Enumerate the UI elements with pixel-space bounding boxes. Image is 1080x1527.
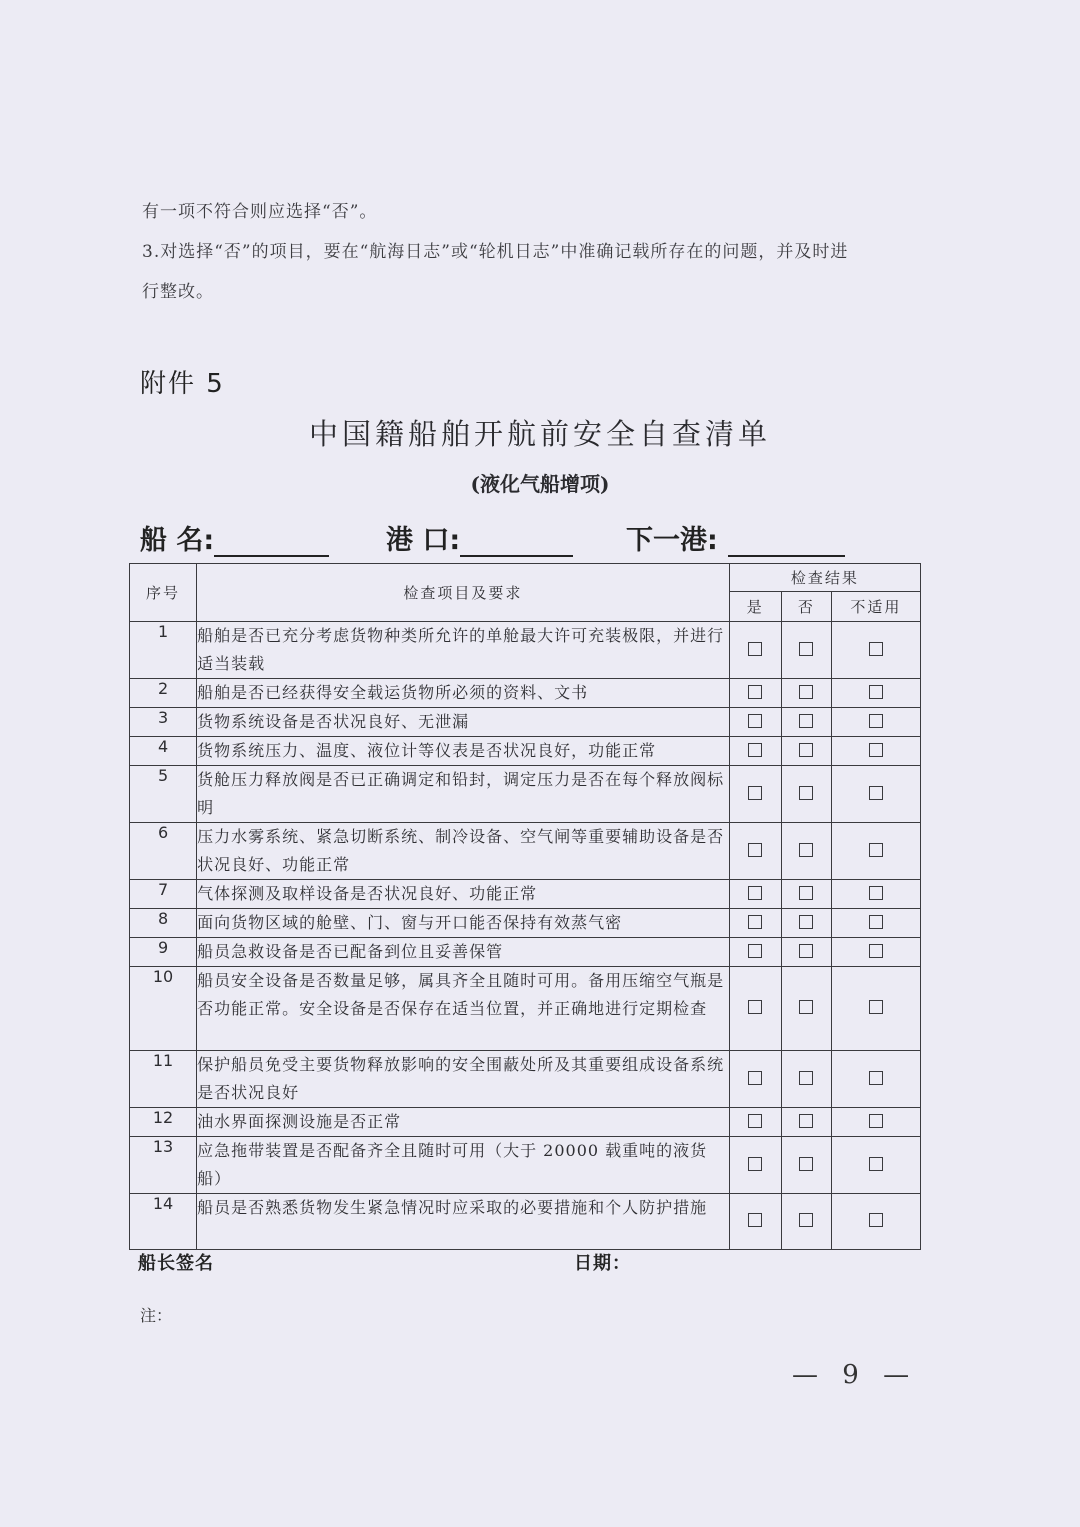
checkbox-na[interactable] bbox=[869, 786, 883, 800]
table-row bbox=[130, 1194, 921, 1250]
page-number: — 9 — bbox=[792, 1360, 918, 1390]
header-item: 检查项目及要求 bbox=[197, 564, 730, 622]
intro-line-1: 有一项不符合则应选择“否”。 bbox=[142, 202, 378, 222]
row-requirement: 船舶是否已经获得安全载运货物所必须的资料、文书 bbox=[197, 679, 730, 708]
row-number: 11 bbox=[130, 1051, 197, 1108]
result-cell-no bbox=[781, 967, 831, 1051]
checkbox-na[interactable] bbox=[869, 714, 883, 728]
table-row bbox=[130, 1108, 921, 1137]
result-cell-na bbox=[831, 1108, 920, 1137]
checkbox-yes[interactable] bbox=[748, 915, 762, 929]
checkbox-no[interactable] bbox=[799, 843, 813, 857]
checkbox-na[interactable] bbox=[869, 743, 883, 757]
result-cell-yes bbox=[729, 909, 781, 938]
date-label: 日期： bbox=[574, 1253, 631, 1274]
result-cell-no bbox=[781, 1137, 831, 1194]
checkbox-na[interactable] bbox=[869, 1114, 883, 1128]
header-result: 检查结果 bbox=[729, 564, 920, 592]
row-requirement: 货物系统设备是否状况良好、无泄漏 bbox=[197, 708, 730, 737]
checkbox-yes[interactable] bbox=[748, 886, 762, 900]
captain-signature-label: 船长签名 bbox=[138, 1253, 214, 1274]
checkbox-no[interactable] bbox=[799, 642, 813, 656]
row-number: 1 bbox=[130, 622, 197, 679]
table-row bbox=[130, 823, 921, 880]
result-cell-yes bbox=[729, 708, 781, 737]
checkbox-no[interactable] bbox=[799, 944, 813, 958]
result-cell-na bbox=[831, 909, 920, 938]
checkbox-na[interactable] bbox=[869, 1213, 883, 1227]
row-number: 6 bbox=[130, 823, 197, 880]
next-port-blank bbox=[728, 531, 845, 557]
result-cell-yes bbox=[729, 1137, 781, 1194]
checkbox-no[interactable] bbox=[799, 886, 813, 900]
checkbox-yes[interactable] bbox=[748, 843, 762, 857]
checklist-rows bbox=[130, 622, 921, 1250]
intro-line-3: 行整改。 bbox=[142, 282, 214, 302]
checkbox-no[interactable] bbox=[799, 1000, 813, 1014]
checkbox-no[interactable] bbox=[799, 714, 813, 728]
checkbox-na[interactable] bbox=[869, 944, 883, 958]
result-cell-no bbox=[781, 679, 831, 708]
row-requirement: 船员是否熟悉货物发生紧急情况时应采取的必要措施和个人防护措施 bbox=[197, 1194, 730, 1250]
result-cell-yes bbox=[729, 880, 781, 909]
table-row bbox=[130, 938, 921, 967]
checkbox-no[interactable] bbox=[799, 743, 813, 757]
result-cell-yes bbox=[729, 1194, 781, 1250]
attachment-label: 附件 5 bbox=[140, 369, 225, 399]
result-cell-no bbox=[781, 766, 831, 823]
row-number: 12 bbox=[130, 1108, 197, 1137]
table-row bbox=[130, 1051, 921, 1108]
checkbox-no[interactable] bbox=[799, 786, 813, 800]
row-number: 10 bbox=[130, 967, 197, 1051]
checkbox-na[interactable] bbox=[869, 685, 883, 699]
checkbox-no[interactable] bbox=[799, 685, 813, 699]
result-cell-na bbox=[831, 766, 920, 823]
document-title: 中国籍船舶开航前安全自查清单 bbox=[308, 417, 771, 451]
next-port-label: 下一港: bbox=[626, 525, 718, 556]
checkbox-yes[interactable] bbox=[748, 786, 762, 800]
checkbox-yes[interactable] bbox=[748, 1071, 762, 1085]
checkbox-yes[interactable] bbox=[748, 714, 762, 728]
result-cell-na bbox=[831, 708, 920, 737]
header-not-applicable: 不适用 bbox=[831, 592, 920, 622]
row-number: 13 bbox=[130, 1137, 197, 1194]
port-blank bbox=[460, 531, 573, 557]
row-number: 9 bbox=[130, 938, 197, 967]
next-port-field bbox=[626, 518, 845, 557]
result-cell-no bbox=[781, 737, 831, 766]
result-cell-na bbox=[831, 938, 920, 967]
checkbox-na[interactable] bbox=[869, 915, 883, 929]
ship-name-blank bbox=[214, 531, 329, 557]
result-cell-no bbox=[781, 909, 831, 938]
table-row bbox=[130, 880, 921, 909]
result-cell-na bbox=[831, 737, 920, 766]
row-requirement: 应急拖带装置是否配备齐全且随时可用（大于 20000 载重吨的液货船） bbox=[197, 1137, 730, 1194]
checkbox-na[interactable] bbox=[869, 1157, 883, 1171]
checkbox-na[interactable] bbox=[869, 642, 883, 656]
row-number: 7 bbox=[130, 880, 197, 909]
result-cell-yes bbox=[729, 938, 781, 967]
row-requirement: 面向货物区域的舱壁、门、窗与开口能否保持有效蒸气密 bbox=[197, 909, 730, 938]
checkbox-no[interactable] bbox=[799, 1071, 813, 1085]
checkbox-na[interactable] bbox=[869, 843, 883, 857]
row-number: 3 bbox=[130, 708, 197, 737]
row-requirement: 气体探测及取样设备是否状况良好、功能正常 bbox=[197, 880, 730, 909]
checkbox-yes[interactable] bbox=[748, 1213, 762, 1227]
row-requirement: 油水界面探测设施是否正常 bbox=[197, 1108, 730, 1137]
checkbox-no[interactable] bbox=[799, 915, 813, 929]
table-row bbox=[130, 967, 921, 1051]
result-cell-yes bbox=[729, 766, 781, 823]
result-cell-na bbox=[831, 967, 920, 1051]
header-yes: 是 bbox=[729, 592, 781, 622]
row-requirement: 货舱压力释放阀是否已正确调定和铅封，调定压力是否在每个释放阀标明 bbox=[197, 766, 730, 823]
result-cell-na bbox=[831, 823, 920, 880]
table-row bbox=[130, 909, 921, 938]
table-row bbox=[130, 766, 921, 823]
checkbox-yes[interactable] bbox=[748, 1114, 762, 1128]
ship-name-label: 船 名: bbox=[140, 525, 215, 556]
checkbox-no[interactable] bbox=[799, 1157, 813, 1171]
port-field bbox=[386, 518, 573, 557]
result-cell-yes bbox=[729, 737, 781, 766]
table-row bbox=[130, 737, 921, 766]
result-cell-no bbox=[781, 1194, 831, 1250]
table-row bbox=[130, 708, 921, 737]
table-row bbox=[130, 679, 921, 708]
row-number: 2 bbox=[130, 679, 197, 708]
row-requirement: 保护船员免受主要货物释放影响的安全围蔽处所及其重要组成设备系统是否状况良好 bbox=[197, 1051, 730, 1108]
header-no-option: 否 bbox=[781, 592, 831, 622]
result-cell-no bbox=[781, 938, 831, 967]
result-cell-na bbox=[831, 679, 920, 708]
result-cell-yes bbox=[729, 967, 781, 1051]
checkbox-yes[interactable] bbox=[748, 1157, 762, 1171]
result-cell-na bbox=[831, 622, 920, 679]
result-cell-no bbox=[781, 823, 831, 880]
result-cell-na bbox=[831, 1051, 920, 1108]
result-cell-na bbox=[831, 1194, 920, 1250]
result-cell-no bbox=[781, 708, 831, 737]
row-requirement: 船舶是否已充分考虑货物种类所允许的单舱最大许可充装极限，并进行适当装载 bbox=[197, 622, 730, 679]
checkbox-yes[interactable] bbox=[748, 743, 762, 757]
checkbox-yes[interactable] bbox=[748, 944, 762, 958]
checkbox-na[interactable] bbox=[869, 1071, 883, 1085]
result-cell-yes bbox=[729, 1051, 781, 1108]
result-cell-na bbox=[831, 1137, 920, 1194]
result-cell-no bbox=[781, 1051, 831, 1108]
intro-line-2: 3.对选择“否”的项目，要在“航海日志”或“轮机日志”中准确记载所存在的问题，并及时进 bbox=[142, 242, 849, 262]
checkbox-no[interactable] bbox=[799, 1213, 813, 1227]
checkbox-na[interactable] bbox=[869, 886, 883, 900]
checklist-table bbox=[129, 563, 921, 1250]
checkbox-na[interactable] bbox=[869, 1000, 883, 1014]
table-row bbox=[130, 622, 921, 679]
ship-name-field bbox=[140, 518, 329, 557]
table-row bbox=[130, 1137, 921, 1194]
checkbox-yes[interactable] bbox=[748, 685, 762, 699]
result-cell-no bbox=[781, 880, 831, 909]
checkbox-yes[interactable] bbox=[748, 642, 762, 656]
row-number: 5 bbox=[130, 766, 197, 823]
port-label: 港 口: bbox=[386, 525, 461, 556]
result-cell-no bbox=[781, 1108, 831, 1137]
result-cell-no bbox=[781, 622, 831, 679]
document-subtitle: (液化气船增项) bbox=[470, 472, 610, 496]
checkbox-no[interactable] bbox=[799, 1114, 813, 1128]
result-cell-yes bbox=[729, 622, 781, 679]
checkbox-yes[interactable] bbox=[748, 1000, 762, 1014]
result-cell-yes bbox=[729, 679, 781, 708]
row-number: 4 bbox=[130, 737, 197, 766]
row-requirement: 船员安全设备是否数量足够，属具齐全且随时可用。备用压缩空气瓶是否功能正常。安全设备是否保存在适当位置，并正确地进行定期检查 bbox=[197, 967, 730, 1051]
row-requirement: 船员急救设备是否已配备到位且妥善保管 bbox=[197, 938, 730, 967]
result-cell-yes bbox=[729, 823, 781, 880]
row-requirement: 货物系统压力、温度、液位计等仪表是否状况良好，功能正常 bbox=[197, 737, 730, 766]
row-number: 14 bbox=[130, 1194, 197, 1250]
note-label: 注： bbox=[140, 1306, 173, 1325]
header-no: 序号 bbox=[130, 564, 197, 622]
result-cell-yes bbox=[729, 1108, 781, 1137]
row-requirement: 压力水雾系统、紧急切断系统、制冷设备、空气闸等重要辅助设备是否状况良好、功能正常 bbox=[197, 823, 730, 880]
row-number: 8 bbox=[130, 909, 197, 938]
result-cell-na bbox=[831, 880, 920, 909]
